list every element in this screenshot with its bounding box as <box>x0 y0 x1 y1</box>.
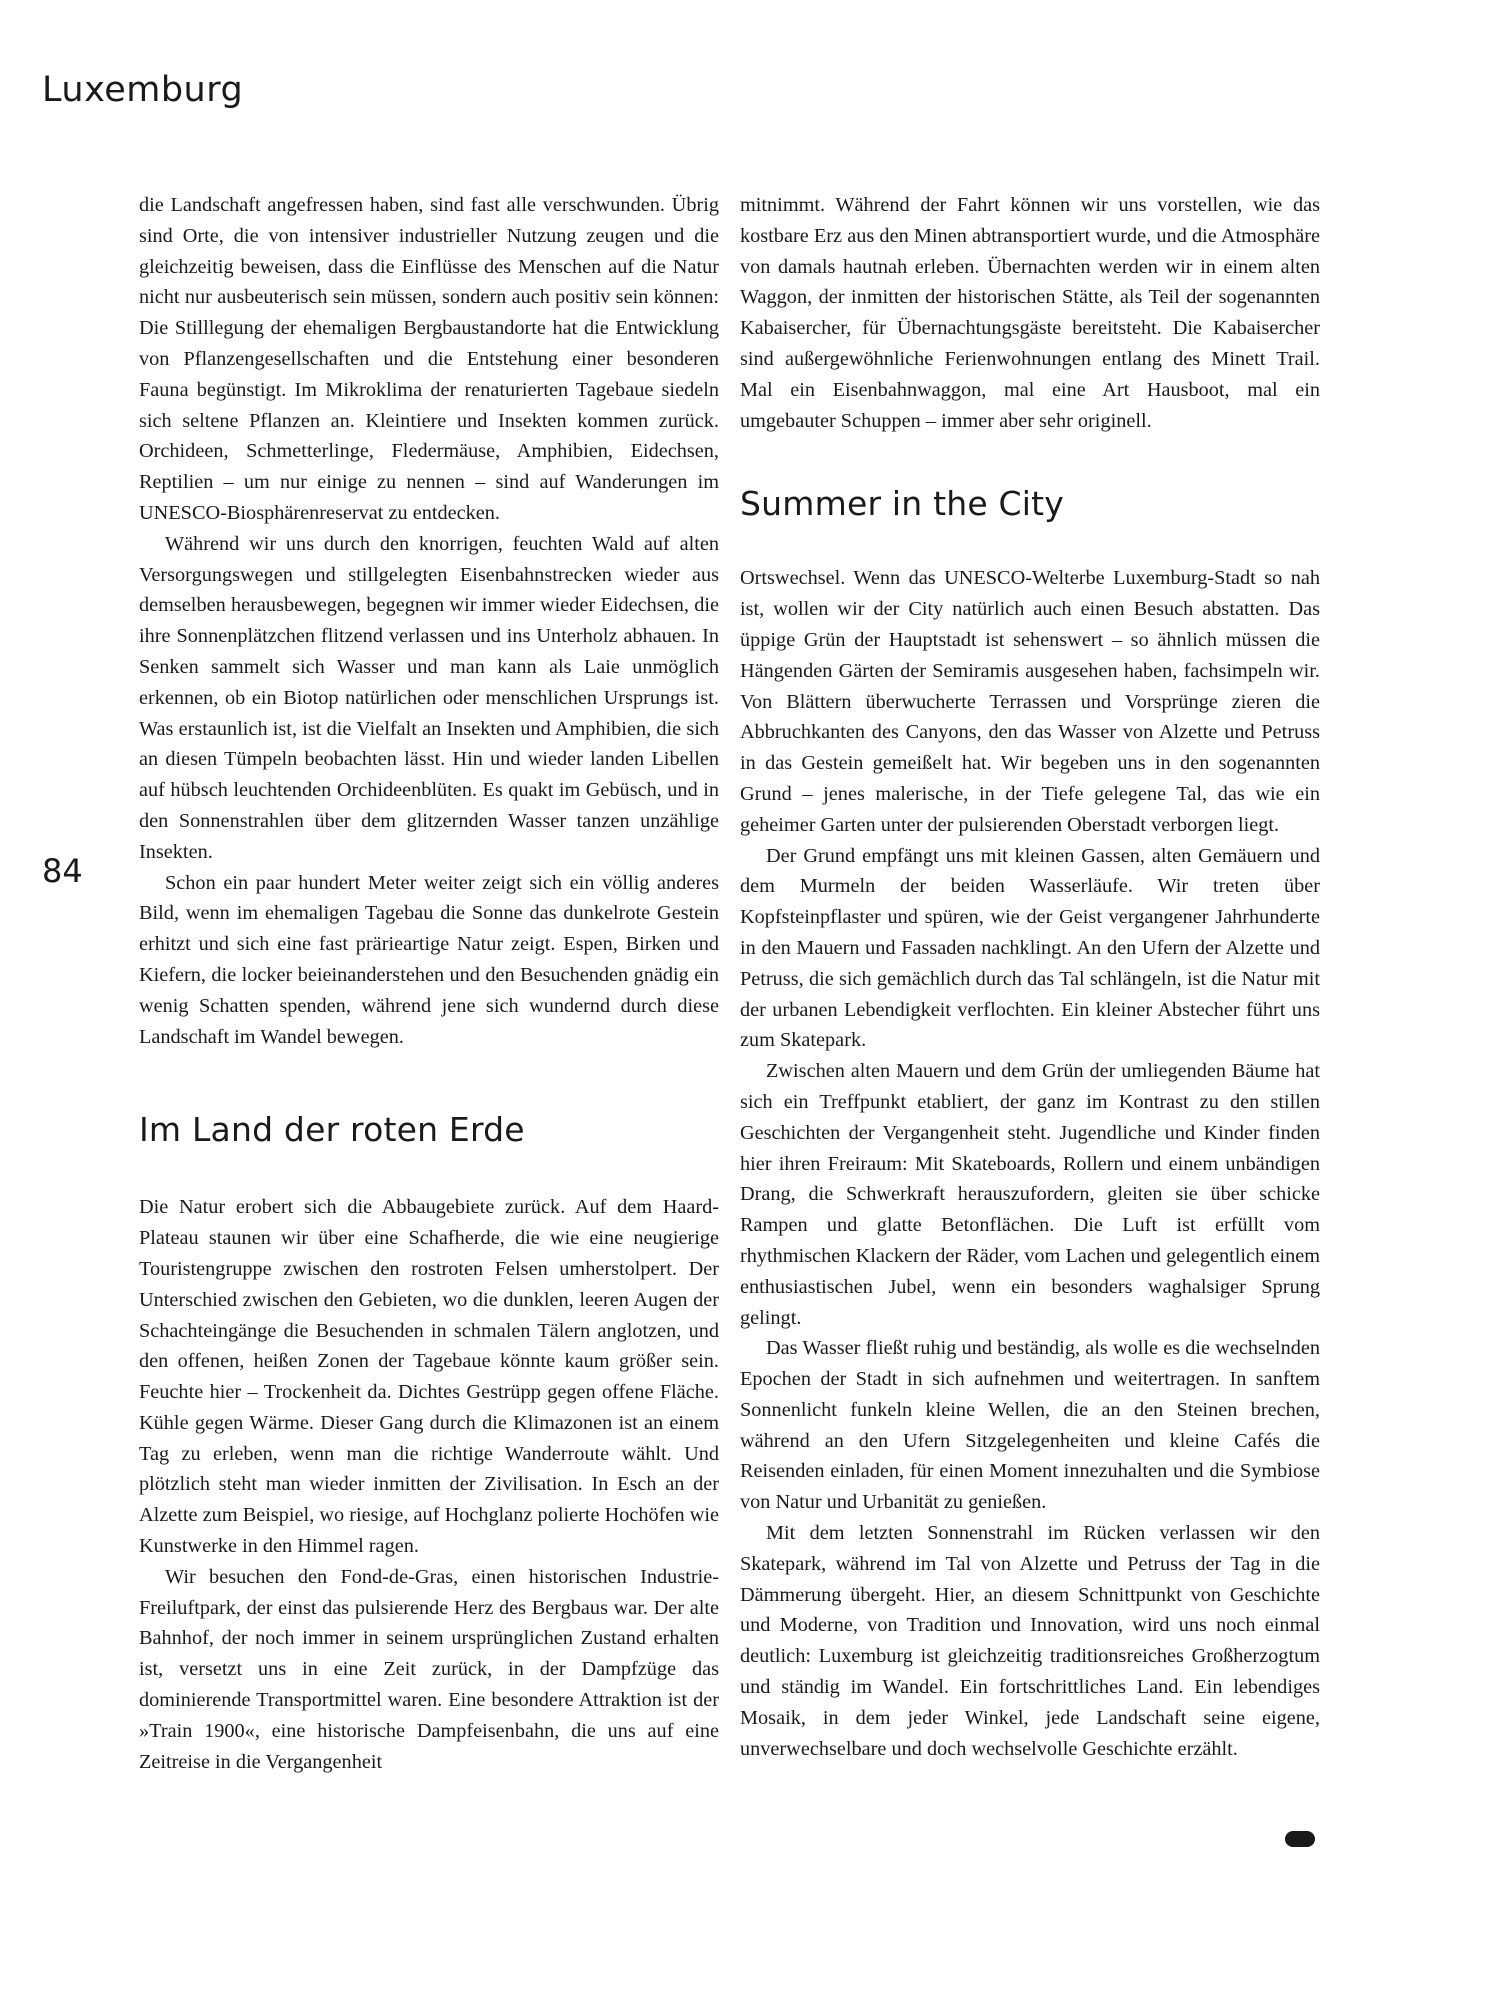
paragraph: Ortswechsel. Wenn das UNESCO-Welterbe Luxemburg-Stadt so nah ist, wollen wir der City natürlich auch einen Besuch abstatten. Das üppige Grün der Hauptstadt ist sehenswert – so ähnlich müssen die Hängenden Gärten der Semiramis ausgesehen haben, fachsimpeln wir. Von Blättern überwucherte Terrassen und Vorsprünge zieren die Abbruchkanten des Canyons, den das Wasser von Alzette und Petruss in das Gestein gemeißelt hat. Wir begeben uns in den sogenannten Grund – jenes malerische, in der Tiefe gelegene Tal, das wie ein geheimer Garten unter der pulsierenden Oberstadt verborgen liegt. <box>740 567 1320 836</box>
section-heading: Summer in the City <box>740 484 1065 524</box>
section-heading: Im Land der roten Erde <box>139 1110 525 1150</box>
right-column <box>740 190 1320 1764</box>
paragraph: Mit dem letzten Sonnenstrahl im Rücken verlassen wir den Skatepark, während im Tal von Alzette und Petruss der Tag in die Dämmerung übergeht. Hier, an diesem Schnittpunkt von Geschichte und Moderne, von Tradition und Innovation, wird uns noch einmal deutlich: Luxemburg ist gleichzeitig traditionsreiches Großherzogtum und ständig im Wandel. Ein fortschrittliches Land. Ein lebendiges Mosaik, in dem jeder Winkel, jede Landschaft seine eigene, unverwechselbare und doch wechselvolle Geschichte erzählt. <box>740 1522 1320 1760</box>
paragraph: Das Wasser fließt ruhig und beständig, als wolle es die wechselnden Epochen der Stadt in sich aufnehmen und weitertragen. In sanftem Sonnenlicht funkeln kleine Wellen, die an den Steinen brechen, während an den Ufern Sitzgelegenheiten und kleine Cafés die Reisenden einladen, für einen Moment innezuhalten und die Symbiose von Natur und Urbanität zu genießen. <box>740 1337 1320 1514</box>
page-number: 84 <box>42 852 83 890</box>
left-column <box>139 190 719 1777</box>
paragraph: Schon ein paar hundert Meter weiter zeigt sich ein völlig anderes Bild, wenn im ehemaligen Tagebau die Sonne das dunkelrote Gestein erhitzt und sich eine fast prärieartige Natur zeigt. Espen, Birken und Kiefern, die locker beieinanderstehen und den Besuchenden gnädig ein wenig Schatten spenden, während jene sich wundernd durch diese Landschaft im Wandel bewegen. <box>139 871 719 1048</box>
running-head: Luxemburg <box>42 70 244 110</box>
paragraph: Während wir uns durch den knorrigen, feuchten Wald auf alten Versorgungswegen und stillgelegten Eisenbahnstrecken wieder aus demselben herausbewegen, begegnen wir immer wieder Eidechsen, die ihre Sonnenplätzchen flitzend verlassen und ins Unterholz abhauen. In Senken sammelt sich Wasser und man kann als Laie unmöglich erkennen, ob ein Biotop natürlichen oder menschlichen Ursprungs ist. Was erstaunlich ist, ist die Vielfalt an Insekten und Amphibien, die sich an diesen Tümpeln beobachten lässt. Hin und wieder landen Libellen auf hübsch leuchtenden Orchideenblüten. Es quakt im Gebüsch, und in den Sonnenstrahlen über dem glitzernden Wasser tanzen unzählige Insekten. <box>139 532 719 863</box>
paragraph: Die Natur erobert sich die Abbaugebiete zurück. Auf dem Haard-Plateau staunen wir über eine Schafherde, die wie eine neugierige Touristengruppe zwischen den rostroten Felsen umherstolpert. Der Unterschied zwischen den Gebieten, wo die dunklen, leeren Augen der Schachteingänge die Besuchenden in schmalen Tälern anglotzen, und den offenen, heißen Zonen der Tagebaue könnte kaum größer sein. Feuchte hier – Trockenheit da. Dichtes Gestrüpp gegen offene Fläche. Kühle gegen Wärme. Dieser Gang durch die Klimazonen ist an einem Tag zu erleben, wenn man die richtige Wanderroute wählt. Und plötzlich steht man wieder inmitten der Zivilisation. In Esch an der Alzette zum Beispiel, wo riesige, auf Hochglanz polierte Hochöfen wie Kunstwerke in den Himmel ragen. <box>139 1196 719 1558</box>
paragraph: Der Grund empfängt uns mit kleinen Gassen, alten Gemäuern und dem Murmeln der beiden Wasserläufe. Wir treten über Kopfsteinpflaster und spüren, wie der Geist vergangener Jahrhunderte in den Mauern und Fassaden nachklingt. An den Ufern der Alzette und Petruss, die sich gemächlich durch das Tal schlängeln, ist die Natur mit der urbanen Lebendigkeit verflochten. Ein kleiner Abstecher führt uns zum Skatepark. <box>740 844 1320 1052</box>
paragraph: mitnimmt. Während der Fahrt können wir uns vorstellen, wie das kostbare Erz aus den Minen abtransportiert wurde, und die Atmosphäre von damals hautnah erleben. Übernachten werden wir in einem alten Waggon, der inmitten der historischen Stätte, als Teil der sogenannten Kabaisercher, für Übernachtungsgäste bereitsteht. Die Kabaisercher sind außergewöhnliche Ferienwohnungen entlang des Minett Trail. Mal ein Eisenbahnwaggon, mal eine Art Hausboot, mal ein umgebauter Schuppen – immer aber sehr originell. <box>740 194 1320 432</box>
paragraph: Zwischen alten Mauern und dem Grün der umliegenden Bäume hat sich ein Treffpunkt etabliert, der ganz im Kontrast zu den stillen Geschichten der Vergangenheit steht. Jugendliche und Kinder finden hier ihren Freiraum: Mit Skateboards, Rollern und einem unbändigen Drang, die Schwerkraft herauszufordern, gleiten sie über schicke Rampen und glatte Betonflächen. Die Luft ist erfüllt vom rhythmischen Klackern der Räder, vom Lachen und gelegentlich einem enthusiastischen Jubel, wenn ein besonders waghalsiger Sprung gelingt. <box>740 1060 1320 1329</box>
end-of-article-icon <box>1285 1831 1315 1847</box>
paragraph: Wir besuchen den Fond-de-Gras, einen historischen Industrie-Freiluftpark, der einst das pulsierende Herz des Bergbaus war. Der alte Bahnhof, der noch immer in seinem ursprünglichen Zustand erhalten ist, versetzt uns in eine Zeit zurück, in der Dampfzüge das dominierende Transportmittel waren. Eine besondere Attraktion ist der »Train 1900«, eine historische Dampfeisenbahn, die uns auf eine Zeitreise in die Vergangenheit <box>139 1565 719 1773</box>
paragraph: die Landschaft angefressen haben, sind fast alle verschwunden. Übrig sind Orte, die von intensiver industrieller Nutzung zeugen und die gleichzeitig beweisen, dass die Einflüsse des Menschen auf die Natur nicht nur ausbeuterisch sein müssen, sondern auch positiv sein können: Die Stilllegung der ehemaligen Bergbaustandorte hat die Entwicklung von Pflanzengesellschaften und die Entstehung einer besonderen Fauna begünstigt. Im Mikroklima der renaturierten Tagebaue siedeln sich seltene Pflanzen an. Kleintiere und Insekten kommen zurück. Orchideen, Schmetterlinge, Fledermäuse, Amphibien, Eidechsen, Reptilien – um nur einige zu nennen – sind auf Wanderungen im UNESCO-Biosphärenreservat zu entdecken. <box>139 194 719 524</box>
